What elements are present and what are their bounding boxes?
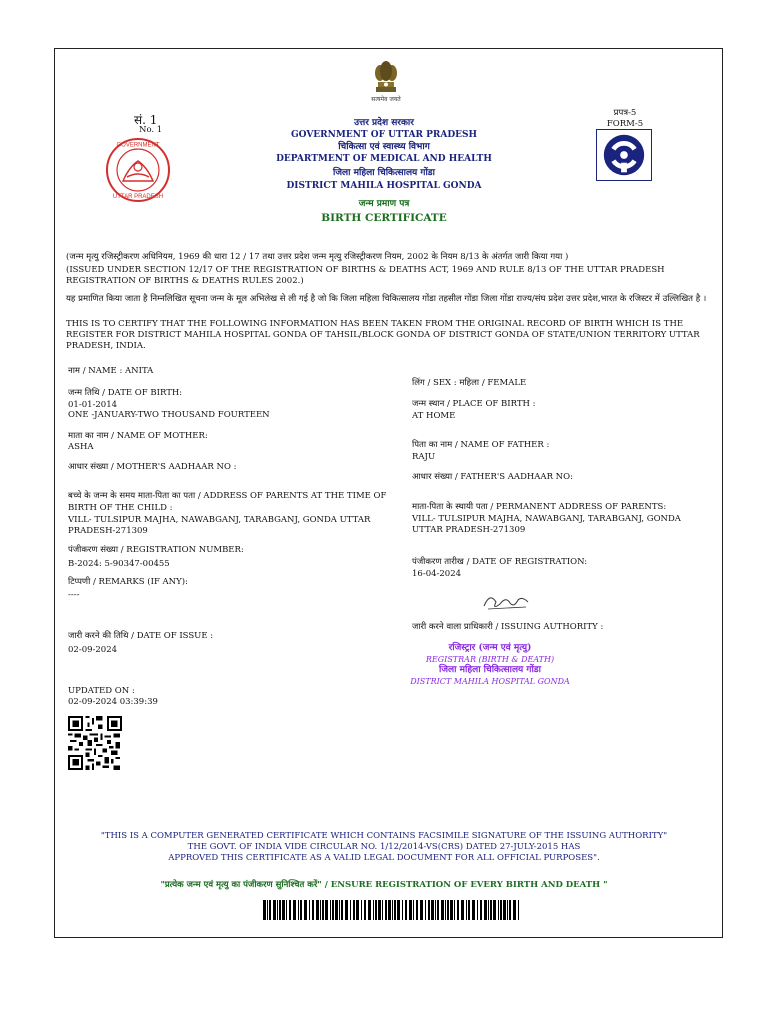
form-number-hindi: प्रपत्र-5 xyxy=(613,108,637,118)
mother-name-value: ASHA xyxy=(68,442,94,452)
date-of-issue-value: 02-09-2024 xyxy=(68,645,118,655)
remarks-value: ---- xyxy=(68,590,80,600)
issuing-authority-label: जारी करने वाला प्राधिकारी / ISSUING AUTHORITY : xyxy=(412,622,604,632)
certificate-title-english: BIRTH CERTIFICATE xyxy=(321,212,447,224)
footer-note-line-2: THE GOVT. OF INDIA VIDE CIRCULAR NO. 1/12/2014-VS(CRS) DATED 27-JULY-2015 HAS xyxy=(187,842,581,852)
child-name: नाम / NAME : ANITA xyxy=(68,366,154,376)
footer-note-line-1: "THIS IS A COMPUTER GENERATED CERTIFICATE WHICH CONTAINS FACSIMILE SIGNATURE OF THE ISSUING AUTHORITY" xyxy=(100,831,668,841)
certificate-title-hindi: जन्म प्रमाण पत्र xyxy=(358,199,410,209)
remarks-label: टिप्पणी / REMARKS (IF ANY): xyxy=(68,577,188,587)
registration-number-label: पंजीकरण संख्या / REGISTRATION NUMBER: xyxy=(68,545,244,555)
svg-text:UTTAR PRADESH: UTTAR PRADESH xyxy=(112,194,164,200)
serial-no-hindi: सं. 1 xyxy=(134,113,158,127)
govt-title-hindi: उत्तर प्रदेश सरकार xyxy=(354,118,414,128)
father-name-label: पिता का नाम / NAME OF FATHER : xyxy=(412,440,550,450)
date-of-registration-label: पंजीकरण तारीख / DATE OF REGISTRATION: xyxy=(412,557,588,567)
updated-on-label: UPDATED ON : xyxy=(68,686,135,696)
form-number-english: FORM-5 xyxy=(606,119,644,129)
emblem-motto: सत्यमेव जयते xyxy=(371,96,401,103)
place-of-birth-label: जन्म स्थान / PLACE OF BIRTH : xyxy=(412,399,536,409)
barcode xyxy=(263,900,525,920)
hospital-title-hindi: जिला महिला चिकित्सालय गोंडा xyxy=(333,168,435,178)
registrar-signature-icon xyxy=(480,588,532,614)
mother-name-label: माता का नाम / NAME OF MOTHER: xyxy=(68,431,208,441)
hospital-title-english: DISTRICT MAHILA HOSPITAL GONDA xyxy=(286,181,482,191)
ensure-registration-slogan: "प्रत्येक जन्म एवं मृत्यु का पंजीकरण सुनिश्चित करें" / ENSURE REGISTRATION OF EVERY BIRTH AND DEATH " xyxy=(160,880,608,890)
address-at-birth-label: बच्चे के जन्म के समय माता-पिता का पता / ADDRESS OF PARENTS AT THE TIME OF BIRTH OF THE CHILD : xyxy=(68,491,387,513)
certify-statement-english: THIS IS TO CERTIFY THAT THE FOLLOWING INFORMATION HAS BEEN TAKEN FROM THE ORIGINAL RECORD OF BIRTH WHICH IS THE REGISTER FOR DISTRICT MAHILA HOSPITAL GONDA OF TAHSIL/BLOCK GONDA OF DISTRICT GONDA OF STATE/UNION TERRITORY UTTAR PRADESH, INDIA. xyxy=(66,319,700,351)
svg-text:GOVERNMENT: GOVERNMENT xyxy=(116,142,160,149)
state-emblem-icon xyxy=(373,60,399,94)
health-department-logo-icon xyxy=(596,129,652,181)
sex: लिंग / SEX : महिला / FEMALE xyxy=(412,378,527,388)
place-of-birth-value: AT HOME xyxy=(412,411,456,421)
updated-on-value: 02-09-2024 03:39:39 xyxy=(68,697,158,707)
dob-in-words: ONE -JANUARY-TWO THOUSAND FOURTEEN xyxy=(68,410,270,420)
mother-aadhaar-label: आधार संख्या / MOTHER'S AADHAAR NO : xyxy=(68,462,237,472)
stamp-line-3: जिला महिला चिकित्सालय गोंडा xyxy=(439,665,541,675)
stamp-line-1: रजिस्ट्रार (जन्म एवं मृत्यु) xyxy=(448,643,532,653)
dept-title-hindi: चिकित्सा एवं स्वास्थ्य विभाग xyxy=(338,142,430,152)
issued-under-hindi: (जन्म मृत्यु रजिस्ट्रीकरण अधिनियम, 1969 की धारा 12 / 17 तथा उत्तर प्रदेश जन्म मृत्यु रजिस्ट्रीकरण नियम, 2002 के नियम 8/13 के अंतर्गत जारी किया गया ) xyxy=(66,252,569,262)
stamp-line-2: REGISTRAR (BIRTH & DEATH) xyxy=(425,655,555,664)
father-aadhaar-label: आधार संख्या / FATHER'S AADHAAR NO: xyxy=(412,472,573,482)
address-at-birth-value: VILL- TULSIPUR MAJHA, NAWABGANJ, TARABGANJ, GONDA UTTAR PRADESH-271309 xyxy=(68,515,371,536)
permanent-address-label: माता-पिता के स्थायी पता / PERMANENT ADDRESS OF PARENTS: xyxy=(412,502,667,512)
date-of-issue-label: जारी करने की तिथि / DATE OF ISSUE : xyxy=(68,631,214,641)
serial-no-english: No. 1 xyxy=(139,125,163,135)
certify-statement-hindi: यह प्रमाणित किया जाता है निम्नलिखित सूचना जन्म के मूल अभिलेख से ली गई है जो कि जिला महिला चिकित्सालय गोंडा तहसील गोंडा जिला गोंडा राज्य/संघ प्रदेश उत्तर प्रदेश,भारत के रजिस्टर में उल्लिखित है । xyxy=(66,294,707,304)
father-name-value: RAJU xyxy=(412,452,436,462)
footer-note-line-3: APPROVED THIS CERTIFICATE AS A VALID LEGAL DOCUMENT FOR ALL OFFICIAL PURPOSES". xyxy=(168,853,600,863)
dob-label: जन्म तिथि / DATE OF BIRTH: xyxy=(68,388,183,398)
qr-code xyxy=(68,716,122,770)
issued-under-english: (ISSUED UNDER SECTION 12/17 OF THE REGISTRATION OF BIRTHS & DEATHS ACT, 1969 AND RULE 8/13 OF THE UTTAR PRADESH REGISTRATION OF BIRTHS & DEATHS RULES 2002.) xyxy=(66,265,665,286)
registration-number-value: B-2024: 5-90347-00455 xyxy=(68,559,170,569)
dept-title-english: DEPARTMENT OF MEDICAL AND HEALTH xyxy=(276,154,492,164)
dob-value: 01-01-2014 xyxy=(68,400,118,410)
date-of-registration-value: 16-04-2024 xyxy=(412,569,462,579)
up-government-seal-icon xyxy=(105,137,171,203)
stamp-line-4: DISTRICT MAHILA HOSPITAL GONDA xyxy=(410,677,570,686)
govt-title-english: GOVERNMENT OF UTTAR PRADESH xyxy=(290,130,478,140)
permanent-address-value: VILL- TULSIPUR MAJHA, NAWABGANJ, TARABGANJ, GONDA UTTAR PRADESH-271309 xyxy=(412,514,681,535)
